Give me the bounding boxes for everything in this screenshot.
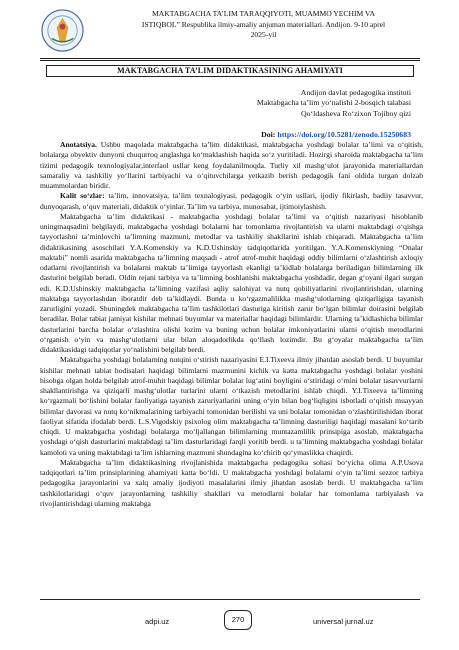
footer-site-right[interactable]: universal jurnal.uz bbox=[313, 617, 374, 626]
keywords-label: Kalit so‘zlar: bbox=[60, 191, 105, 201]
footer-divider bbox=[40, 599, 420, 600]
author-name: Qo‘ldasheva Ro‘zixon Tojiboy qizi bbox=[301, 108, 411, 118]
header-divider-2 bbox=[40, 60, 420, 61]
doi-link[interactable]: https://doi.org/10.5281/zenodo.15250683 bbox=[277, 130, 411, 139]
conference-header bbox=[96, 9, 431, 41]
footer-site-left[interactable]: adpi.uz bbox=[145, 617, 170, 626]
conference-logo-icon bbox=[40, 8, 85, 53]
body-paragraph: Maktabgacha ta’lim didaktikasi - maktabgacha yoshdagi bolalar ta’limi va o‘qitish nazariyasi hisoblanib uningmaqsadini belgilaydi, maktabgacha yoshdagi bolalarni har tomonlama rivojlantirish va ularni maktabdagi o‘qishga tayyorlashni ta’minlovchi ta’limning mazmuni, metodlar va tashkiliy shakllarini ishlab chiqaradi. Maktabgacha ta’lim didaktikasining asoschilari Y.A.Komenskiy va K.D.Ushinskiy tadqiqotlarida yoritilgan. Y.A.Komenskiyning “Onalar maktabi” nomli asarida maktabgacha ta’limning maqsadi - atrof atrof-muhit haqidagi oddiy bilimlarni o‘zlashtirish axloqiy odatlarni rivojlantirish va bolalarni maktab ta’limiga tayyorlash ekanligi ta’kidlab bolalarga beriladigan bilimlarning ilk dasturini belgilab beradi. Oldin rejani tarbiya va ta’limning boshlanishi maktabgacha yoshdadir, degan g‘oyani ilgari surgan edi. K.D.Ushinskiy maktabgacha ta’limning vazifasi aqliy salohiyat va nutq qobiliyatlarini rivojlantirishdan, ularning maktabga tayyorlashdan iboratdir deb ta’kidlaydi. Bunda u ko‘rgazmalilikka mashg‘ulotlarning qiziqarligiga tayanish zarurligini yozadi. Shuningdek maktabgacha ta’lim tashkilotlari dasturiga kiritish zarur bo‘lgan bilimlar doirasini belgilab beradilar. Bular tabiat jamiyat kishilar mehnati buyumlar va materiallar haqidagi bilimlardir. Ularning ta’kidlashicha bilimlar dasturlarini barcha bolalar o‘zlashtira olishi lozim va buning uchun bolalar imkoniyatlarini ularni o‘qitish metodlarini o‘rganish o‘yin va mashg‘ulotlarni ular bilan aloqadorlikda qo‘llash lozimdir. Bu g‘oyalar maktabgacha ta’lim didaktikasidagi tadqiqotlar yo‘nalishini belgilab berdi. bbox=[40, 211, 423, 354]
program: Maktabgacha ta’lim yo‘nalishi 2-bosqich talabasi bbox=[256, 98, 411, 108]
article-title: MAKTABGACHA TA’LIM DIDAKTIKASINING AHAMIYATI bbox=[46, 65, 414, 77]
header-line-3: 2025-yil bbox=[250, 30, 277, 40]
page-number: 270 bbox=[224, 610, 252, 630]
header-line-1: MAKTABGACHA TA’LIM TARAQQIYOTI, MUAMMO YECHIM VA bbox=[151, 9, 376, 18]
institution: Andijon davlat pedagogika instituti bbox=[300, 88, 411, 97]
keywords-text: ta’lim, innovatsiya, ta’lim texnalogiyasi, pedagogik o‘yin usllari, ijodiy fikirlash, badiiy tasavvur, dunyoqarash, o‘quv materiali, didaktik o‘yinlar. Ta’lim va tarbiya, munosabat, ijtimoiylashish. bbox=[40, 191, 423, 211]
header-divider bbox=[40, 58, 420, 59]
article-body bbox=[40, 140, 423, 509]
annotation-label: Anotatsiya. bbox=[60, 140, 97, 149]
annotation bbox=[40, 140, 423, 191]
keywords bbox=[40, 191, 423, 212]
body-paragraph: Maktabgacha yoshdagi bolalarning nutqini o‘stirish nazariyasini E.I.Tixeeva ilmiy jihatdan asoslab berdi. U buyumlar kishilar mehnati tabiat hodisalari haqidagi bilimlarni mazmunini kichik va katta maktabgacha yoshdagi bolalar yoshini hisobga olgan holda belgilab atrof-muhit haqidagi bilimlar bolalar lug‘atini boyligini o‘stiridagi o‘rnini bolalar tasavvurlarni shakllantirishga va qiziqarli mashg‘ulotlar turlarini ularni o‘tkazish metodlarini ishlab chiqdi. Y.I.Tixeeva ta’limning ko‘rgazmali bo‘lishini bolalar faoliyatiga tayanish zaruriyatlarini uning o‘yin bilan bog‘liqligini isbotladi o‘qitish muayyan bilimlar davorasi va nutq ko‘nikmalarining tarbiyachi tomonidan berilishi va uni bolalar tomonidan o‘zlashtirilishidan iborat faoliyat sifatida ifodalab berdi. L.S.Vigodskiy psixolog olim maktabgacha ta’limning dasturiligi haqidagi masalani ko‘tarib chiqdi. U maktabgacha yoshdagi bolalarga mo‘ljallangan bilimlarning muntazamlilik prinsipiga asoslab, maktabgacha yoshdagi o‘qish dasturlarini maktabdagi ta’lim dasturlaridagi farqli yoritib berdi. u ta’limning maktabgacha yoshdagi bolalar kamoloti va uning maktabdagi ta’lim ishlarning mazmuni shundagina ko‘chirib qo‘ymaslikka chaqirdi. bbox=[40, 355, 423, 457]
doi-line bbox=[261, 130, 411, 139]
header-line-2: ISTIQBOL” Respublika ilmiy-amaliy anjuman materiallari. Andijon. 9-10 aprel bbox=[141, 19, 386, 29]
body-paragraph: Maktabgacha ta’lim didaktikasining rivojlanishida maktabgacha pedagogika sohasi bo‘yicha olima A.P.Usova tadqiqotlari ta’lim prinsiplarining ahamiyati katta bo‘ldi. U maktabgacha yoshdagi bolalarni o‘yin ta’limi sezzor tarbiya pedagogika jarayonlarini va xalq amaliy ijodiyoti masalalarini ilmiy jihatdan asoslab berdi. U maktabgacha ta’lim tashkilotlaridagi o‘quv jarayonlarning tashkiliy shakllari va metodlarni bolalar har tomonlama tarbiyalash va rivojlantirishdagi ularning maktabga bbox=[40, 457, 423, 508]
author-affiliation bbox=[151, 88, 411, 119]
doi-label: Doi: bbox=[261, 130, 276, 139]
annotation-text: Ushbu maqolada maktabgacha ta’lim didaktikasi, maktabgacha yoshdagi bolalar ta’limi va o‘qitish, bolalarga obyektiv dunyoni chuqurroq anglashga ko‘maklashish haqida so‘z yuritiladi. Hozirgi sharoida maktabgacha ta’lim tizimi pedagogik texnologiyalar,interfaol usllar keng foydalanilmoqda. Turliy xil mashg‘ulot jarayonida materiallardan samaraliy va tashkiliy yo‘llarini tarbiyachi va o‘qituvchilarga yetkazib berish pedagogik fani oldida turgan dolzab muammolardan biridir. bbox=[40, 140, 423, 190]
